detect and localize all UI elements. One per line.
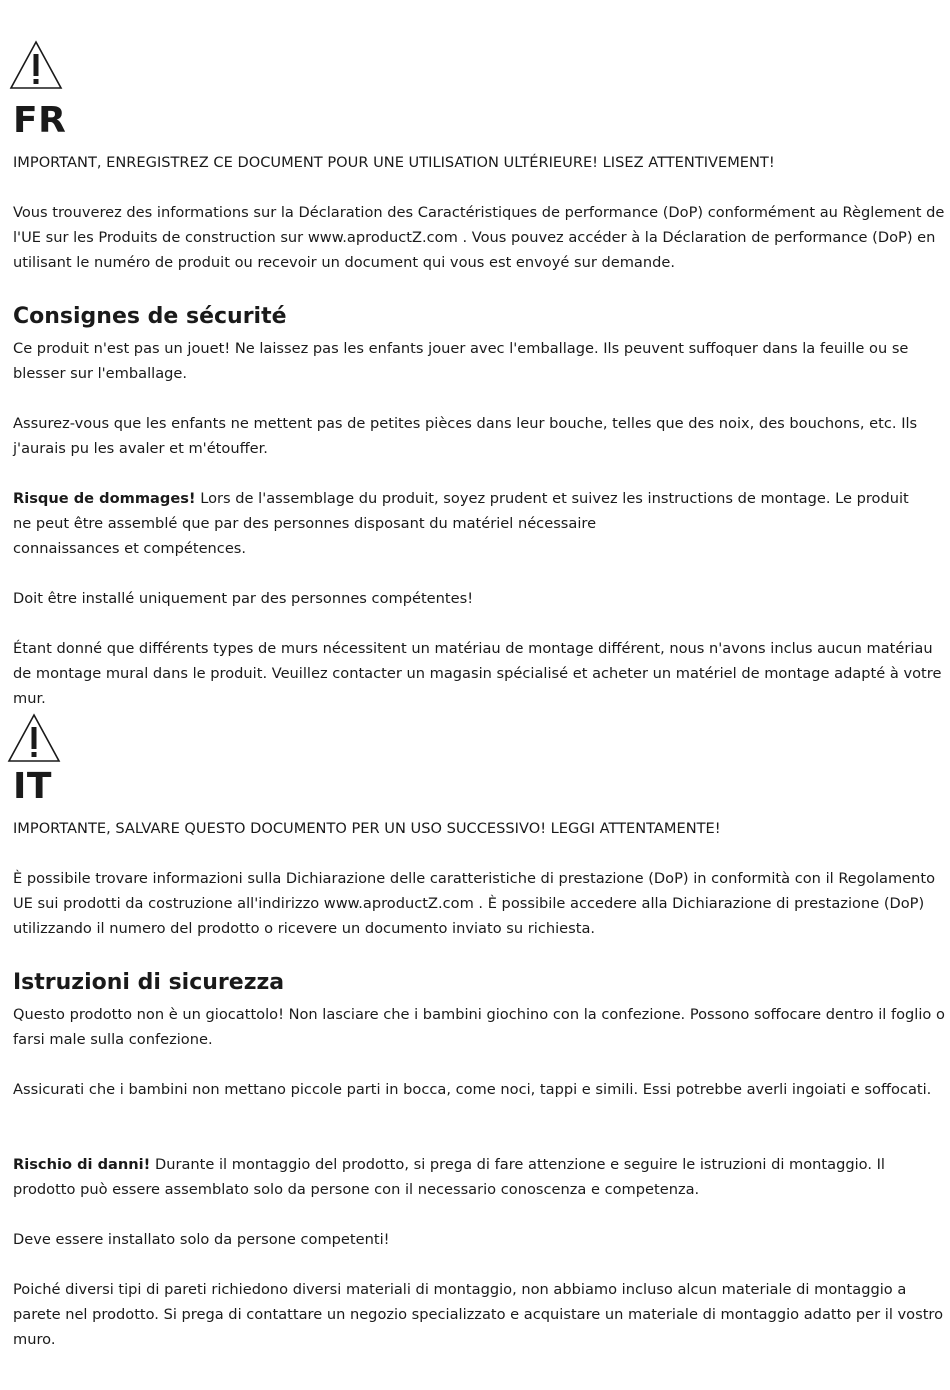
safety-paragraph-5-it: Poiché diversi tipi di pareti richiedono diversi materiali di montaggio, non abbiamo incluso alcun materiale di montaggio a parete nel prodotto. Si prega di contattare un negozio specializzato e acquistare un materiale di montaggio adatto per il vostro muro. <box>13 1281 944 1348</box>
dop-info-it: È possibile trovare informazioni sulla Dichiarazione delle caratteristiche di prestazione (DoP) in conformità con il Regolamento UE sui prodotti da costruzione all'indirizzo www.aproductZ.com . È possibile accedere alla Dichiarazione di prestazione (DoP) utilizzando il numero del prodotto o ricevere un documento inviato su richiesta. <box>13 870 936 937</box>
damage-risk-label-it: Rischio di danni! <box>13 1156 151 1173</box>
safety-heading-fr: Consignes de sécurité <box>13 304 287 329</box>
safety-paragraph-5-fr: Étant donné que différents types de murs nécessitent un matériau de montage différent, nous n'avons inclus aucun matériau de montage mural dans le produit. Veuillez contacter un magasin spécialisé et acheter un matériel de montage adapté à votre mur. <box>13 640 942 707</box>
safety-paragraph-4-fr: Doit être installé uniquement par des personnes compétentes! <box>13 590 474 607</box>
safety-paragraph-4-it: Deve essere installato solo da persone competenti! <box>13 1231 390 1248</box>
safety-heading-it: Istruzioni di sicurezza <box>13 970 285 995</box>
language-code-fr: FR <box>13 100 67 141</box>
language-code-it: IT <box>13 766 52 807</box>
safety-paragraph-3-it <box>13 1152 948 1202</box>
damage-risk-text-fr: Lors de l'assemblage du produit, soyez prudent et suivez les instructions de montage. Le produit ne peut être assemblé que par des personnes disposant du matériel nécessaire <box>13 490 909 532</box>
damage-risk-text-it: Durante il montaggio del prodotto, si prega di fare attenzione e seguire le istruzioni di montaggio. Il prodotto può essere assemblato solo da persone con il necessario conoscenza e competenza. <box>13 1156 885 1198</box>
important-notice-it: IMPORTANTE, SALVARE QUESTO DOCUMENTO PER UN USO SUCCESSIVO! LEGGI ATTENTAMENTE! <box>13 820 721 837</box>
safety-paragraph-1-fr: Ce produit n'est pas un jouet! Ne laissez pas les enfants jouer avec l'emballage. Ils peuvent suffoquer dans la feuille ou se blesser sur l'emballage. <box>13 340 909 382</box>
safety-paragraph-3b-fr: connaissances et compétences. <box>13 540 247 557</box>
safety-paragraph-2-fr: Assurez-vous que les enfants ne mettent pas de petites pièces dans leur bouche, telles que des noix, des bouchons, etc. Ils j'aurais pu les avaler et m'étouffer. <box>13 415 918 457</box>
safety-paragraph-2-it: Assicurati che i bambini non mettano piccole parti in bocca, come noci, tappi e simili. Essi potrebbe averli ingoiati e soffocati. <box>13 1081 932 1098</box>
dop-info-fr: Vous trouverez des informations sur la Déclaration des Caractéristiques de performance (DoP) conformément au Règlement de l'UE sur les Produits de construction sur www.aproductZ.com . Vous pouvez accéder à la Déclaration de performance (DoP) en utilisant le numéro de produit ou recevoir un document qui vous est envoyé sur demande. <box>13 204 945 271</box>
warning-triangle-icon <box>7 713 61 763</box>
important-notice-fr: IMPORTANT, ENREGISTREZ CE DOCUMENT POUR UNE UTILISATION ULTÉRIEURE! LISEZ ATTENTIVEMENT! <box>13 154 775 171</box>
safety-paragraph-1-it: Questo prodotto non è un giocattolo! Non lasciare che i bambini giochino con la confezione. Possono soffocare dentro il foglio o farsi male sulla confezione. <box>13 1006 945 1048</box>
damage-risk-label-fr: Risque de dommages! <box>13 490 196 507</box>
warning-triangle-icon <box>9 40 63 90</box>
safety-paragraph-3-fr <box>13 486 918 536</box>
